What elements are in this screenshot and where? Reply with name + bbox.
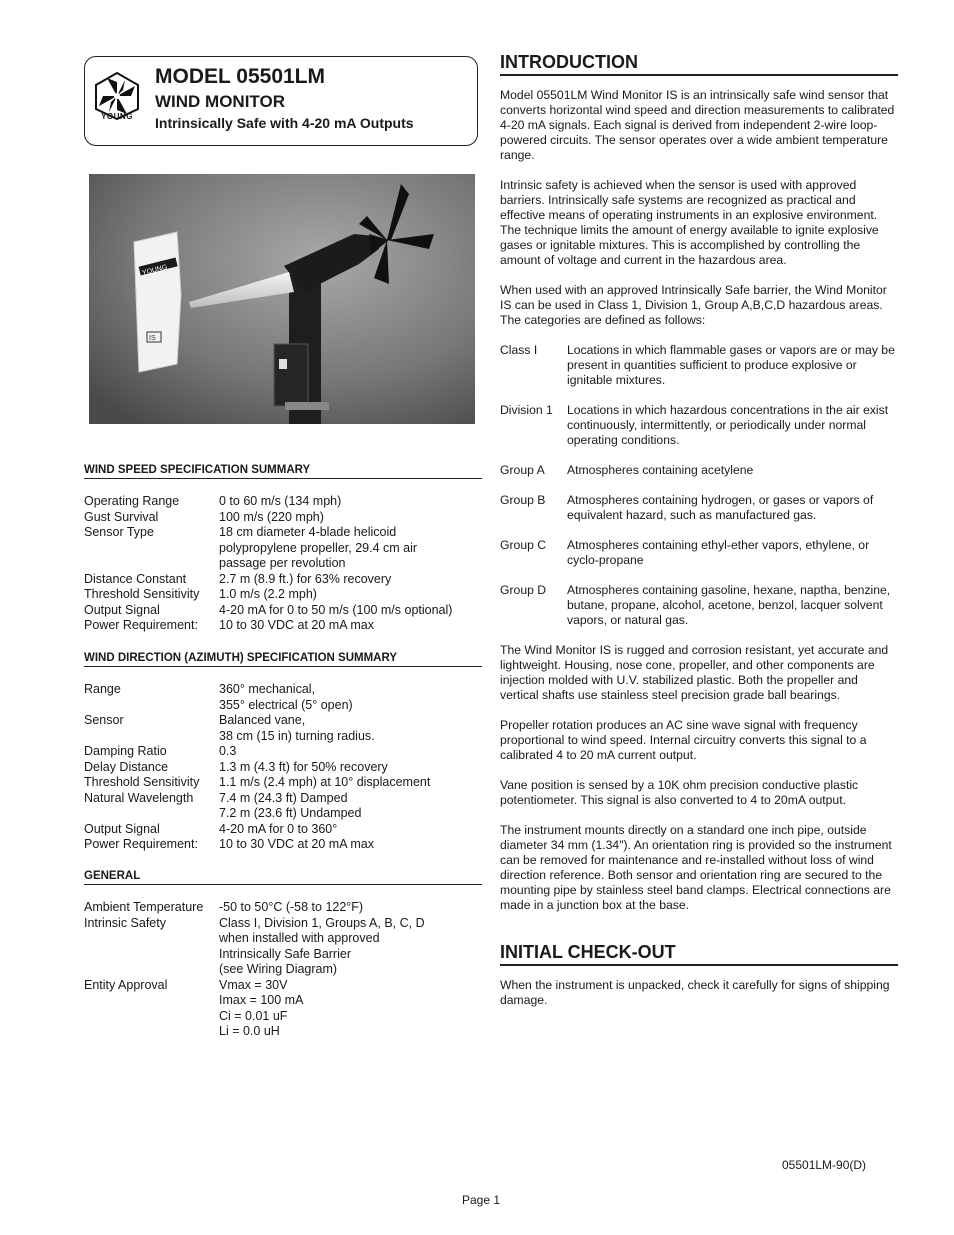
spec-label: Sensor (84, 713, 124, 727)
spec-row (84, 587, 482, 603)
spec-value (219, 775, 482, 791)
definition-row (500, 493, 898, 523)
spec-value (219, 525, 482, 572)
general-heading: GENERAL (84, 870, 482, 885)
spec-value-line: 7.4 m (24.3 ft) Damped (219, 790, 348, 805)
spec-value (219, 603, 482, 619)
spec-label: Gust Survival (84, 509, 159, 524)
spec-value-line: 1.0 m/s (2.2 mph) (219, 587, 317, 601)
spec-value-line: Li = 0.0 uH (219, 1024, 280, 1038)
spec-row (84, 494, 482, 510)
model-title: MODEL 05501LM (155, 65, 325, 88)
spec-value-line: 0.3 (219, 744, 237, 758)
spec-value-line: 18 cm diameter 4-blade helicoid (219, 525, 397, 539)
definition-description: Locations in which hazardous concentrations in the air exist continuously, intermittently, or periodically under normal operating conditions. (567, 403, 889, 447)
spec-value-line: Intrinsically Safe Barrier (219, 946, 351, 961)
product-subtitle: Intrinsically Safe with 4-20 mA Outputs (155, 115, 414, 131)
introduction-heading: INTRODUCTION (500, 52, 898, 76)
spec-value (219, 682, 482, 713)
spec-value-line: -50 to 50°C (-58 to 122°F) (219, 900, 364, 914)
spec-value-line: 0 to 60 m/s (134 mph) (219, 494, 342, 508)
definition-row (500, 403, 898, 448)
intro-paragraph-3: When used with an approved Intrinsically Safe barrier, the Wind Monitor IS can be used in Class 1, Division 1, Group A,B,C,D hazardous areas. The categories are defined as follows: (500, 283, 887, 327)
spec-value-line: 4-20 mA for 0 to 360° (219, 821, 338, 836)
spec-row (84, 682, 482, 713)
spec-row (84, 900, 482, 916)
spec-value-line: 38 cm (15 in) turning radius. (219, 728, 375, 743)
checkout-section (500, 942, 898, 1008)
general-table (84, 900, 482, 1040)
spec-label: Damping Ratio (84, 744, 167, 758)
spec-label: Intrinsic Safety (84, 915, 166, 930)
spec-value (219, 618, 482, 634)
checkout-heading: INITIAL CHECK-OUT (500, 942, 898, 966)
spec-label: Natural Wavelength (84, 790, 194, 805)
vane-brand-text: YOUNG (141, 263, 169, 277)
document-code: 05501LM-90(D) (782, 1158, 867, 1172)
general-section (84, 870, 482, 1040)
spec-row (84, 916, 482, 978)
spec-value (219, 822, 482, 838)
intro-paragraph-4: The Wind Monitor IS is rugged and corrosion resistant, yet accurate and lightweight. Housing, nose cone, propeller, and other components are injection molded with U.V. stabilized plastic. Both the propeller and vertical shafts use stainless steel precision grade ball bearings. (500, 643, 889, 702)
spec-value-line: 100 m/s (220 mph) (219, 509, 324, 524)
spec-value (219, 916, 482, 978)
intro-paragraph-7: The instrument mounts directly on a standard one inch pipe, outside diameter 34 mm (1.34"). An orientation ring is provided so the instrument can be removed for maintenance and re-installed without loss of wind direction reference. Both sensor and orientation ring are secured to the mounting pipe by stainless steel band clamps. Electrical connections are made in a junction box at the base. (500, 823, 892, 912)
spec-row (84, 618, 482, 634)
product-name: WIND MONITOR (155, 92, 286, 111)
spec-row (84, 791, 482, 822)
spec-value-line: Ci = 0.01 uF (219, 1008, 288, 1023)
wind-speed-table (84, 494, 482, 634)
definition-term: Group C (500, 538, 547, 552)
spec-value (219, 510, 482, 526)
wind-monitor-illustration (89, 174, 475, 424)
spec-label: Range (84, 682, 121, 696)
intro-paragraph-5: Propeller rotation produces an AC sine wave signal with frequency proportional to wind speed. Internal circuitry converts this signal to a calibrated 4 to 20 mA current output. (500, 718, 867, 762)
intro-paragraph-2: Intrinsic safety is achieved when the sensor is used with approved barriers. Intrinsically safe systems are recognized as practical and effective means of operating instruments in an explosive environment. The technique limits the amount of energy available to ignite explosive gases or ignitable mixtures. This is accomplished by controlling the amount of voltage and current in the hazardous area. (500, 178, 879, 267)
wind-speed-section (84, 464, 482, 634)
spec-value (219, 713, 482, 744)
spec-label: Entity Approval (84, 977, 168, 992)
spec-value-line: Imax = 100 mA (219, 993, 304, 1007)
spec-label: Power Requirement: (84, 618, 198, 632)
spec-row (84, 572, 482, 588)
spec-label: Delay Distance (84, 759, 169, 774)
spec-value-line: (see Wiring Diagram) (219, 962, 338, 976)
spec-value-line: Vmax = 30V (219, 977, 288, 992)
spec-value-line: Class I, Division 1, Groups A, B, C, D (219, 915, 425, 930)
title-box (84, 56, 478, 146)
spec-row (84, 760, 482, 776)
definition-term: Group B (500, 493, 546, 507)
spec-value-line: passage per revolution (219, 556, 346, 570)
definition-description: Locations in which flammable gases or vapors are or may be present in quantities sufficient to produce explosive or ignitable mixtures. (567, 343, 895, 387)
spec-value-line: Balanced vane, (219, 713, 306, 727)
spec-row (84, 978, 482, 1040)
wind-direction-section (84, 652, 482, 853)
spec-value-line: 7.2 m (23.6 ft) Undamped (219, 806, 362, 820)
spec-label: Distance Constant (84, 571, 187, 586)
definition-row (500, 343, 898, 388)
spec-value-line: 10 to 30 VDC at 20 mA max (219, 618, 374, 632)
hazard-definitions (500, 343, 898, 628)
definition-row (500, 463, 898, 478)
spec-value-line: 1.3 m (4.3 ft) for 50% recovery (219, 759, 388, 774)
wind-speed-heading: WIND SPEED SPECIFICATION SUMMARY (84, 464, 482, 479)
spec-label: Threshold Sensitivity (84, 587, 200, 601)
intro-paragraph-6: Vane position is sensed by a 10K ohm precision conductive plastic potentiometer. This signal is also converted to 4 to 20mA output. (500, 778, 859, 807)
spec-value (219, 572, 482, 588)
definition-row (500, 538, 898, 568)
logo-text: YOUNG (101, 112, 133, 121)
spec-label: Operating Range (84, 494, 180, 508)
spec-value-line: 355° electrical (5° open) (219, 697, 353, 712)
product-photo (89, 174, 475, 424)
definition-description: Atmospheres containing acetylene (567, 463, 754, 477)
spec-value-line: 360° mechanical, (219, 682, 316, 696)
definition-term: Group D (500, 583, 547, 597)
spec-value-line: polypropylene propeller, 29.4 cm air (219, 540, 418, 555)
spec-value (219, 760, 482, 776)
spec-row (84, 837, 482, 853)
definition-term: Class I (500, 343, 538, 357)
spec-row (84, 744, 482, 760)
page-number: Page 1 (462, 1193, 501, 1207)
wind-direction-table (84, 682, 482, 853)
vane-is-mark: IS (149, 335, 156, 342)
spec-row (84, 822, 482, 838)
checkout-paragraph: When the instrument is unpacked, check it carefully for signs of shipping damage. (500, 978, 890, 1007)
definition-row (500, 583, 898, 628)
spec-value (219, 978, 482, 1040)
definition-description: Atmospheres containing ethyl-ether vapors, ethylene, or cyclo-propane (567, 538, 870, 567)
spec-label: Output Signal (84, 821, 160, 836)
definition-description: Atmospheres containing gasoline, hexane, naptha, benzine, butane, propane, alcohol, acetone, benzol, lacquer solvent vapors, or natural gas. (567, 583, 891, 627)
spec-value (219, 791, 482, 822)
spec-row (84, 603, 482, 619)
spec-value (219, 494, 482, 510)
spec-value (219, 744, 482, 760)
spec-label: Output Signal (84, 602, 160, 617)
spec-label: Power Requirement: (84, 837, 198, 851)
wind-direction-heading: WIND DIRECTION (AZIMUTH) SPECIFICATION SUMMARY (84, 652, 482, 667)
spec-label: Threshold Sensitivity (84, 775, 200, 789)
spec-value-line: 10 to 30 VDC at 20 mA max (219, 837, 374, 851)
spec-value (219, 587, 482, 603)
spec-value-line: when installed with approved (219, 931, 380, 945)
spec-row (84, 525, 482, 572)
spec-label: Sensor Type (84, 525, 154, 539)
spec-row (84, 775, 482, 791)
introduction-section (500, 52, 898, 913)
spec-row (84, 713, 482, 744)
spec-value-line: 4-20 mA for 0 to 50 m/s (100 m/s optional) (219, 602, 453, 617)
spec-value-line: 2.7 m (8.9 ft.) for 63% recovery (219, 571, 392, 586)
definition-term: Division 1 (500, 403, 553, 417)
definition-term: Group A (500, 463, 545, 477)
spec-value (219, 900, 482, 916)
definition-description: Atmospheres containing hydrogen, or gases or vapors of equivalent hazard, such as manufactured gas. (567, 493, 874, 522)
spec-value-line: 1.1 m/s (2.4 mph) at 10° displacement (219, 775, 431, 789)
spec-row (84, 510, 482, 526)
spec-label: Ambient Temperature (84, 900, 204, 914)
intro-paragraph-1: Model 05501LM Wind Monitor IS is an intrinsically safe wind sensor that converts horizontal wind speed and direction measurements to calibrated 4-20 mA signals. Each signal is derived from independent 2-wire loop-powered circuits. The sensor operates over a wide ambient temperature range. (500, 88, 895, 162)
spec-value (219, 837, 482, 853)
